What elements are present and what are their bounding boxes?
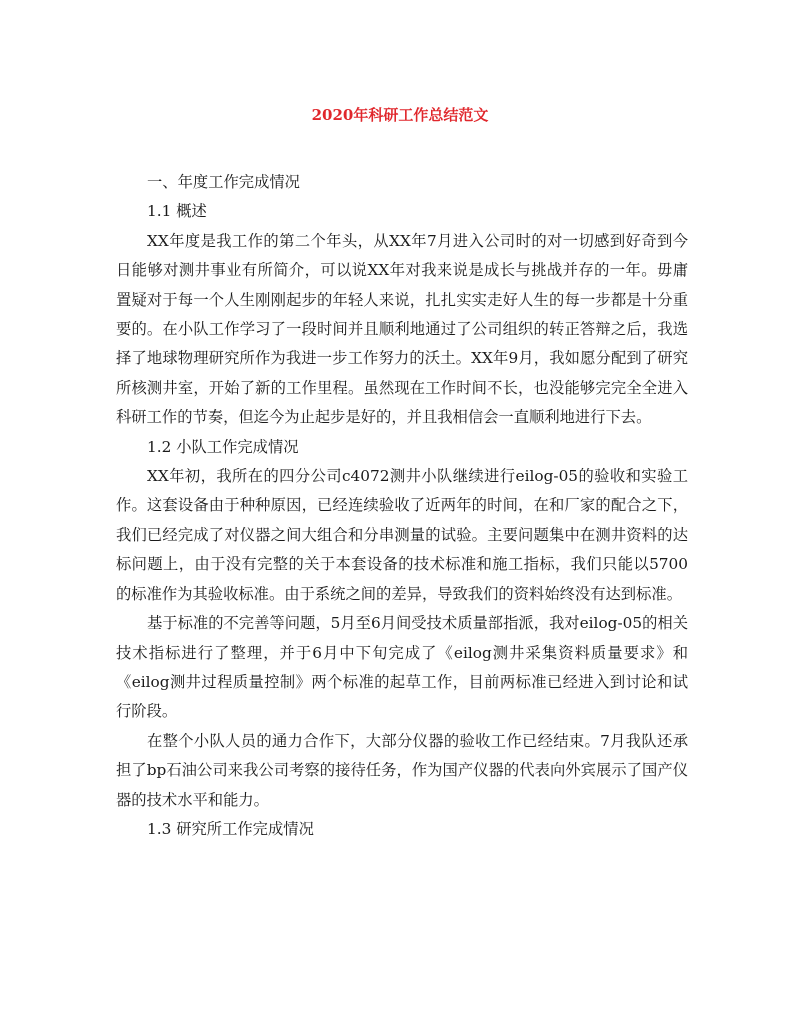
subsection-heading-team-work: 1.2 小队工作完成情况 — [147, 437, 299, 456]
subsection-heading-overview: 1.1 概述 — [147, 202, 207, 221]
subsection-heading-institute-work: 1.3 研究所工作完成情况 — [147, 819, 314, 838]
paragraph-team-work: XX年初，我所在的四分公司c4072测井小队继续进行eilog-05的验收和实验工作。这套设备由于种种原因，已经连续验收了近两年的时间，在和厂家的配合之下，我们已经完成了对仪器之间大组合和分串测量的试验。主要问题集中在测井资料的达标问题上，由于没有完整的关于本套设备的技术标准和施工指标，我们只能以5700的标准作为其验收标准。由于系统之间的差异，导致我们的资料始终没有达到标准。 — [116, 467, 688, 603]
paragraph-acceptance: 在整个小队人员的通力合作下，大部分仪器的验收工作已经结束。7月我队还承担了bp石油公司来我公司考察的接待任务，作为国产仪器的代表向外宾展示了国产仪器的技术水平和能力。 — [116, 731, 688, 809]
paragraph-standards: 基于标准的不完善等问题，5月至6月间受技术质量部指派，我对eilog-05的相关技术指标进行了整理，并于6月中下旬完成了《eilog测井采集资料质量要求》和《eilog测井过程质量控制》两个标准的起草工作，目前两标准已经进入到讨论和试行阶段。 — [116, 614, 688, 721]
document-body — [116, 168, 688, 844]
section-heading-annual: 一、年度工作完成情况 — [147, 173, 300, 191]
paragraph-overview: XX年度是我工作的第二个年头，从XX年7月进入公司时的对一切感到好奇到今日能够对测井事业有所简介，可以说XX年对我来说是成长与挑战并存的一年。毋庸置疑对于每一个人生刚刚起步的年轻人来说，扎扎实实走好人生的每一步都是十分重要的。在小队工作学习了一段时间并且顺利地通过了公司组织的转正答辩之后，我选择了地球物理研究所作为我进一步工作努力的沃土。XX年9月，我如愿分配到了研究所核测井室，开始了新的工作里程。虽然现在工作时间不长，也没能够完完全全进入科研工作的节奏，但迄今为止起步是好的，并且我相信会一直顺利地进行下去。 — [116, 231, 688, 427]
document-title: 2020年科研工作总结范文 — [311, 106, 489, 124]
